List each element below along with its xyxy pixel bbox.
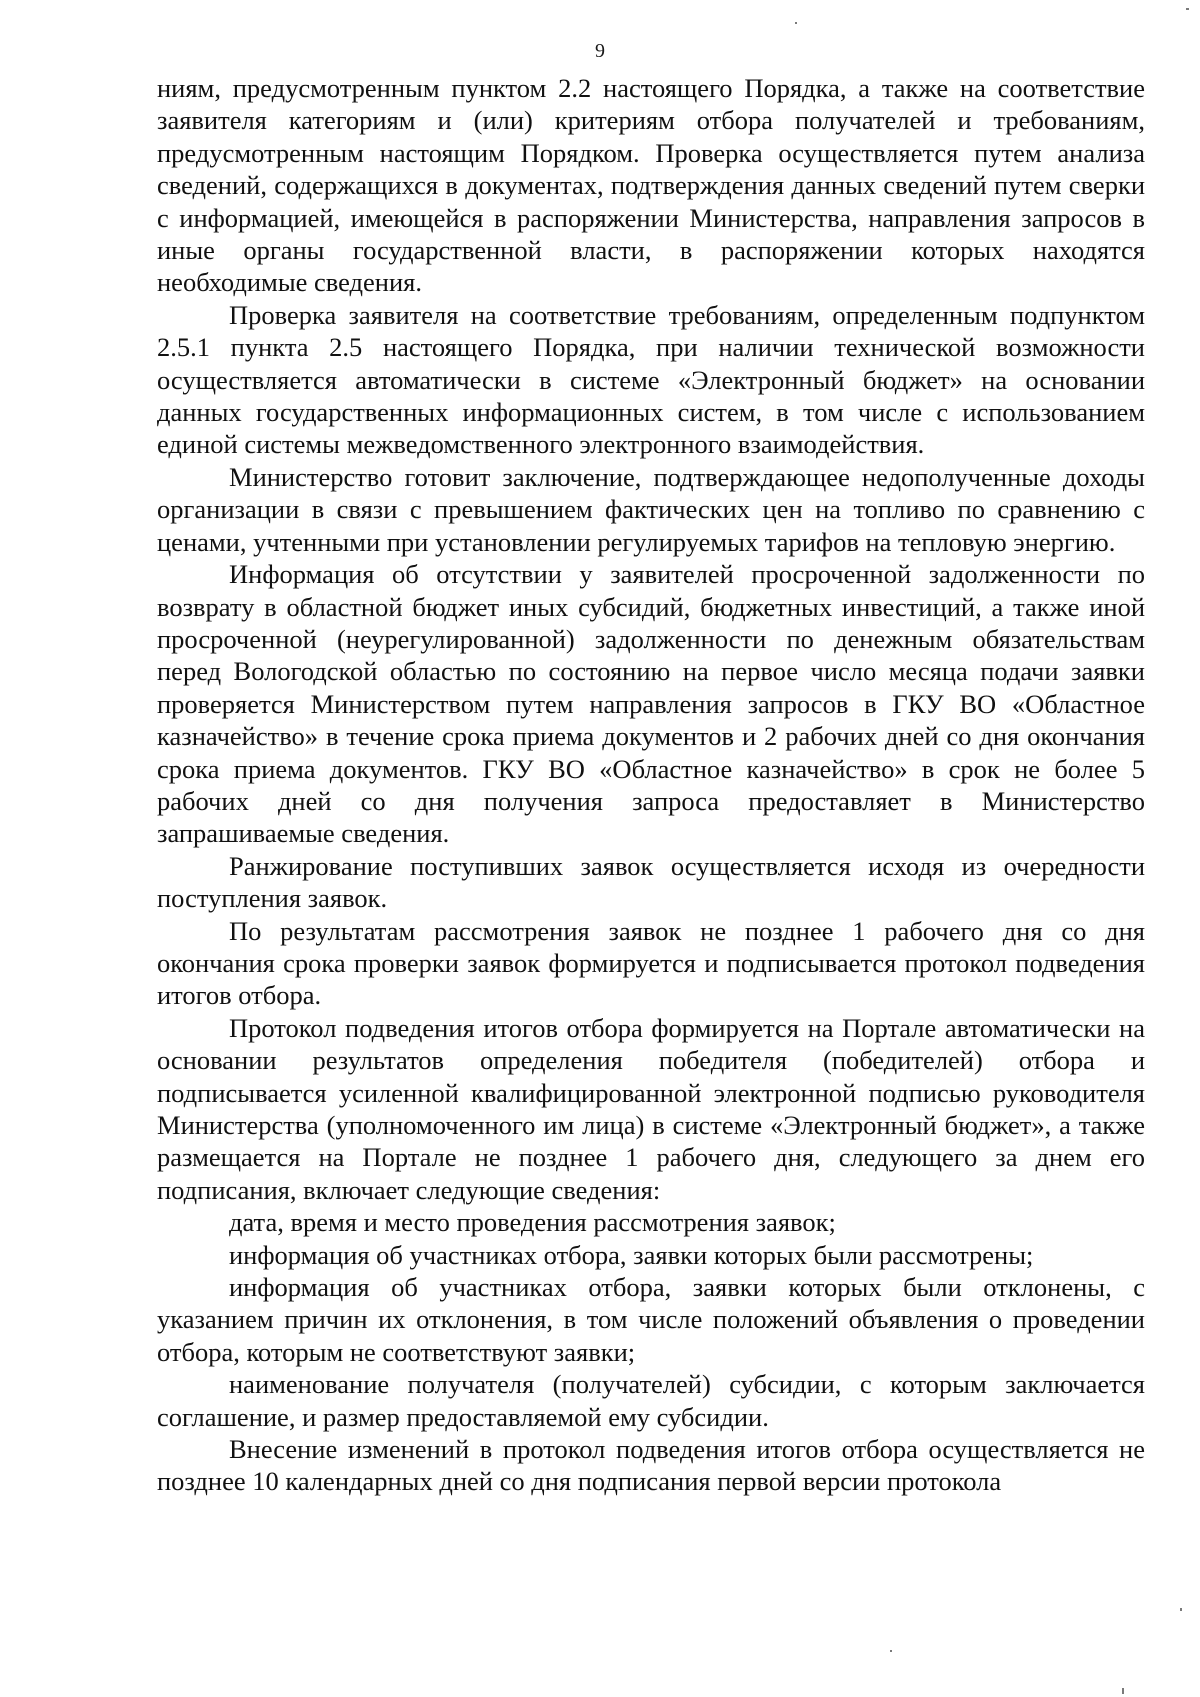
scan-speck [795, 22, 797, 24]
document-body [157, 72, 1145, 1498]
paragraph: Протокол подведения итогов отбора формируется на Портале автоматически на основании результатов определения победителя (победителей) отбора и подписывается усиленной квалифицированной электронной подписью руководителя Министерства (уполномоченного им лица) в системе «Электронный бюджет», а также размещается на Портале не позднее 1 рабочего дня, следующего за днем его подписания, включает следующие сведения: [157, 1012, 1145, 1205]
paragraph: Внесение изменений в протокол подведения итогов отбора осуществляется не позднее 10 календарных дней со дня подписания первой версии протокола [157, 1434, 1145, 1497]
paragraph: По результатам рассмотрения заявок не позднее 1 рабочего дня со дня окончания срока проверки заявок формируется и подписывается протокол подведения итогов отбора. [157, 915, 1145, 1011]
paragraph: Министерство готовит заключение, подтверждающее недополученные доходы организации в связи с превышением фактических цен на топливо по сравнению с ценами, учтенными при установлении регулируемых тарифов на тепловую энергию. [157, 461, 1145, 557]
paragraph-continuation: ниям, предусмотренным пунктом 2.2 настоящего Порядка, а также на соответствие заявителя категориям и (или) критериям отбора получателей и требованиям, предусмотренным настоящим Порядком. Проверка осуществляется путем анализа сведений, содержащихся в документах, подтверждения данных сведений путем сверки с информацией, имеющейся в распоряжении Министерства, направления запросов в иные органы государственной власти, в распоряжении которых находятся необходимые сведения. [157, 73, 1145, 298]
paragraph: Ранжирование поступивших заявок осуществляется исходя из очередности поступления заявок. [157, 850, 1145, 914]
scan-speck [1180, 1608, 1182, 1611]
scan-speck [1186, 8, 1189, 10]
scan-speck [1122, 1688, 1124, 1694]
paragraph: Информация об отсутствии у заявителей просроченной задолженности по возврату в областной бюджет иных субсидий, бюджетных инвестиций, а также иной просроченной (неурегулированной) задолженности по денежным обязательствам перед Вологодской областью по состоянию на первое число месяца подачи заявки проверяется Министерством путем направления запросов в ГКУ ВО «Областное казначейство» в течение срока приема документов и 2 рабочих дней со дня окончания срока приема документов. ГКУ ВО «Областное казначейство» в срок не более 5 рабочих дней со дня получения запроса предоставляет в Министерство запрашиваемые сведения. [157, 559, 1145, 849]
list-item: информация об участниках отбора, заявки которых были отклонены, с указанием причин их отклонения, в том числе положений объявления о проведении отбора, которым не соответствуют заявки; [157, 1272, 1145, 1367]
paragraph: Проверка заявителя на соответствие требованиям, определенным подпунктом 2.5.1 пункта 2.5 настоящего Порядка, при наличии технической возможности осуществляется автоматически в системе «Электронный бюджет» на основании данных государственных информационных систем, в том числе с использованием единой системы межведомственного электронного взаимодействия. [157, 299, 1145, 460]
list-item: информация об участниках отбора, заявки которых были рассмотрены; [229, 1239, 1034, 1270]
page-number: 9 [595, 40, 605, 62]
list-item: наименование получателя (получателей) субсидии, с которым заключается соглашение, и размер предоставляемой ему субсидии. [157, 1369, 1145, 1432]
list-item: дата, время и место проведения рассмотрения заявок; [229, 1207, 836, 1238]
scan-speck [890, 1650, 892, 1652]
